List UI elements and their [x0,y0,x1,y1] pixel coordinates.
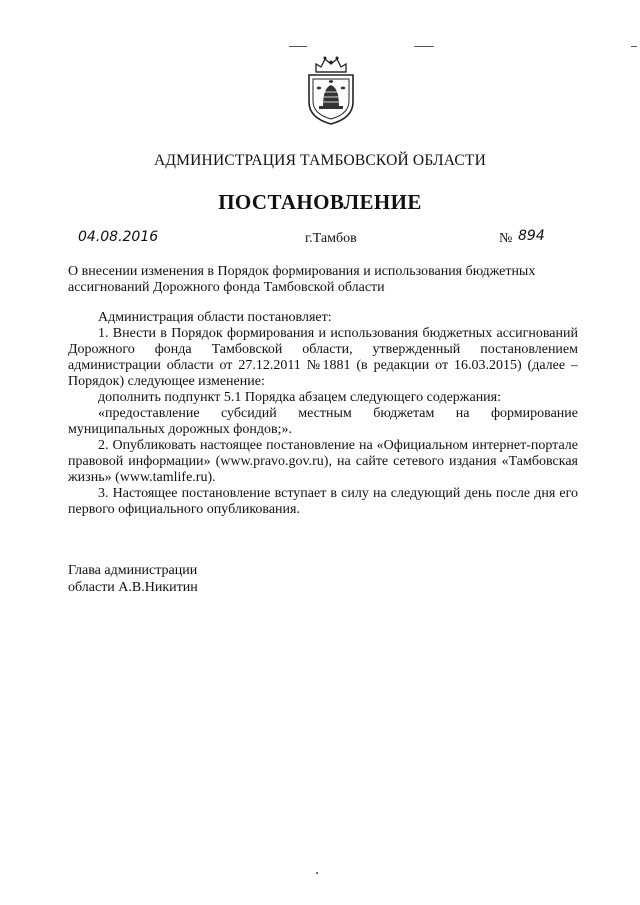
document-title-line-1: О внесении изменения в Порядок формирования и использования бюджетных [68,264,536,279]
body-paragraph-1-sub: дополнить подпункт 5.1 Порядка абзацем следующего содержания: [98,390,502,405]
document-type: ПОСТАНОВЛЕНИЕ [218,190,422,214]
coat-of-arms-icon [301,54,361,126]
page-mark [316,872,318,874]
signature-title: Глава администрации [68,563,198,578]
body-paragraph-1-quote: «предоставление субсидий местным бюджетам на формирование муниципальных дорожных фондов;». [68,406,578,437]
signature-block [68,562,198,596]
document-title-line-2: ассигнований Дорожного фонда Тамбовской области [68,280,385,295]
document-number: 894 [518,228,545,244]
body-paragraph-3: 3. Настоящее постановление вступает в силу на следующий день после дня его первого официального опубликования. [68,486,578,517]
document-body [68,310,578,518]
header-rule-mark [631,46,637,47]
document-number-label: № [499,231,513,246]
document-city: г.Тамбов [305,231,357,246]
body-paragraph-2: 2. Опубликовать настоящее постановление на «Официальном интернет-портале правовой информации» (www.pravo.gov.ru), на сайте сетевого издания «Тамбовская жизнь» (www.tamlife.ru). [68,438,578,485]
document-date: 04.08.2016 [78,229,159,245]
header-rule-right [414,46,434,47]
document-title [68,264,588,296]
body-intro: Администрация области постановляет: [98,310,332,325]
organization-name: АДМИНИСТРАЦИЯ ТАМБОВСКОЙ ОБЛАСТИ [154,152,486,169]
signature-name: области А.В.Никитин [68,580,198,595]
header-rule-left [289,46,307,47]
body-paragraph-1: 1. Внести в Порядок формирования и использования бюджетных ассигнований Дорожного фонда Тамбовской области, утвержденный постановлением администрации области от 27.12.2011 №1881 (в редакции от 16.03.2015) (далее – Порядок) следующее изменение: [68,326,578,389]
